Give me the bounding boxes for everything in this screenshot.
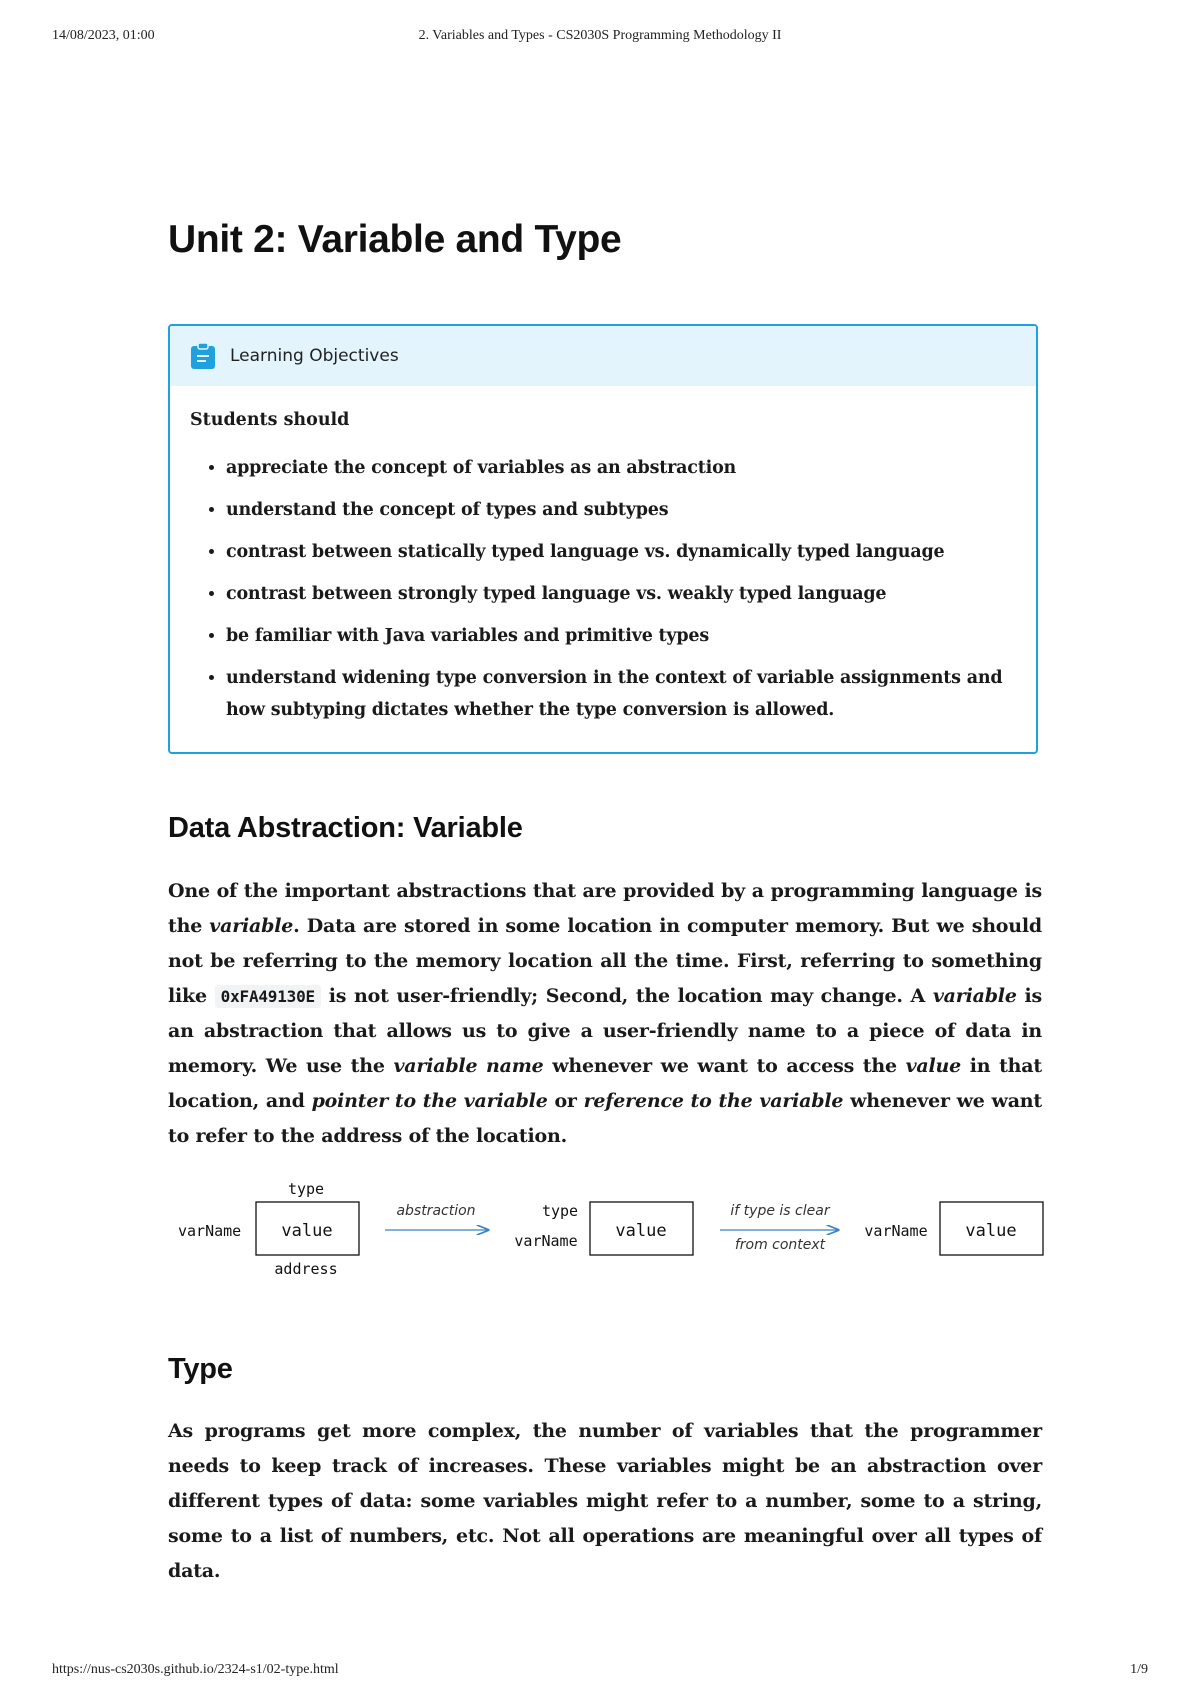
d1-type-label: type — [287, 1180, 325, 1198]
clipboard-icon — [190, 342, 216, 370]
d1-value-label: value — [281, 1221, 333, 1241]
page-url: https://nus-cs2030s.github.io/2324-s1/02-type.html — [52, 1662, 339, 1677]
d3-value-label: value — [965, 1221, 1017, 1241]
d2-type-label: type — [541, 1202, 579, 1220]
section-heading-data-abstraction: Data Abstraction: Variable — [168, 812, 523, 844]
list-item: • appreciate the concept of variables as an abstraction — [226, 452, 1016, 484]
list-item: • contrast between statically typed language vs. dynamically typed language — [226, 536, 1016, 568]
section-heading-type: Type — [168, 1353, 233, 1385]
d1-address-label: address — [274, 1260, 338, 1278]
list-item: • understand the concept of types and subtypes — [226, 494, 1016, 526]
print-footer — [52, 1662, 1148, 1682]
page-title: Unit 2: Variable and Type — [168, 218, 622, 261]
page-number: 1/9 — [1130, 1662, 1148, 1677]
learning-objectives-box — [168, 324, 1038, 754]
arrow1-label: abstraction — [396, 1203, 476, 1219]
learning-objectives-header — [170, 326, 1036, 386]
print-date: 14/08/2023, 01:00 — [52, 28, 155, 43]
print-header — [52, 28, 1148, 48]
d2-value-label: value — [615, 1221, 667, 1241]
type-paragraph: As programs get more complex, the number of variables that the programmer needs to keep track of increases. These variables might be an abstraction over different types of data: some variables might refer to a number, some to a string, some to a list of numbers, etc. Not all operations are meaningful over all types of data. — [168, 1420, 1042, 1582]
learning-objectives-body — [170, 386, 1036, 726]
list-item: • contrast between strongly typed language vs. weakly typed language — [226, 578, 1016, 610]
d1-varname-label: varName — [178, 1222, 242, 1240]
memory-address-code: 0xFA49130E — [215, 985, 321, 1008]
d3-varname-label: varName — [864, 1222, 928, 1240]
arrow2-label-bottom: from context — [734, 1237, 826, 1253]
data-abstraction-paragraph: One of the important abstractions that are provided by a programming language is the variable. Data are stored in some location in computer memory. But we should not be referring to the memory location all the time. First, referring to something like 0xFA49130E is not user-friendly; Second, the location may change. A variable is an abstraction that allows us to give a user-friendly name to a piece of data in memory. We use the variable name whenever we want to access the value in that location, and pointer to the variable or reference to the variable whenever we want to refer to the address of the location. — [168, 880, 1043, 1147]
list-item: • understand widening type conversion in the context of variable assignments and how subtyping dictates whether the type conversion is allowed. — [226, 662, 1016, 726]
arrow2-label-top: if type is clear — [730, 1203, 830, 1219]
d2-varname-label: varName — [514, 1232, 578, 1250]
objectives-list — [190, 452, 1016, 726]
variable-abstraction-diagram — [168, 1178, 1048, 1278]
objectives-lead: Students should — [190, 410, 350, 430]
learning-objectives-title: Learning Objectives — [230, 346, 399, 366]
variable-diagram-svg — [168, 1178, 1048, 1278]
list-item: • be familiar with Java variables and primitive types — [226, 620, 1016, 652]
print-page-title: 2. Variables and Types - CS2030S Programming Methodology II — [418, 28, 782, 43]
